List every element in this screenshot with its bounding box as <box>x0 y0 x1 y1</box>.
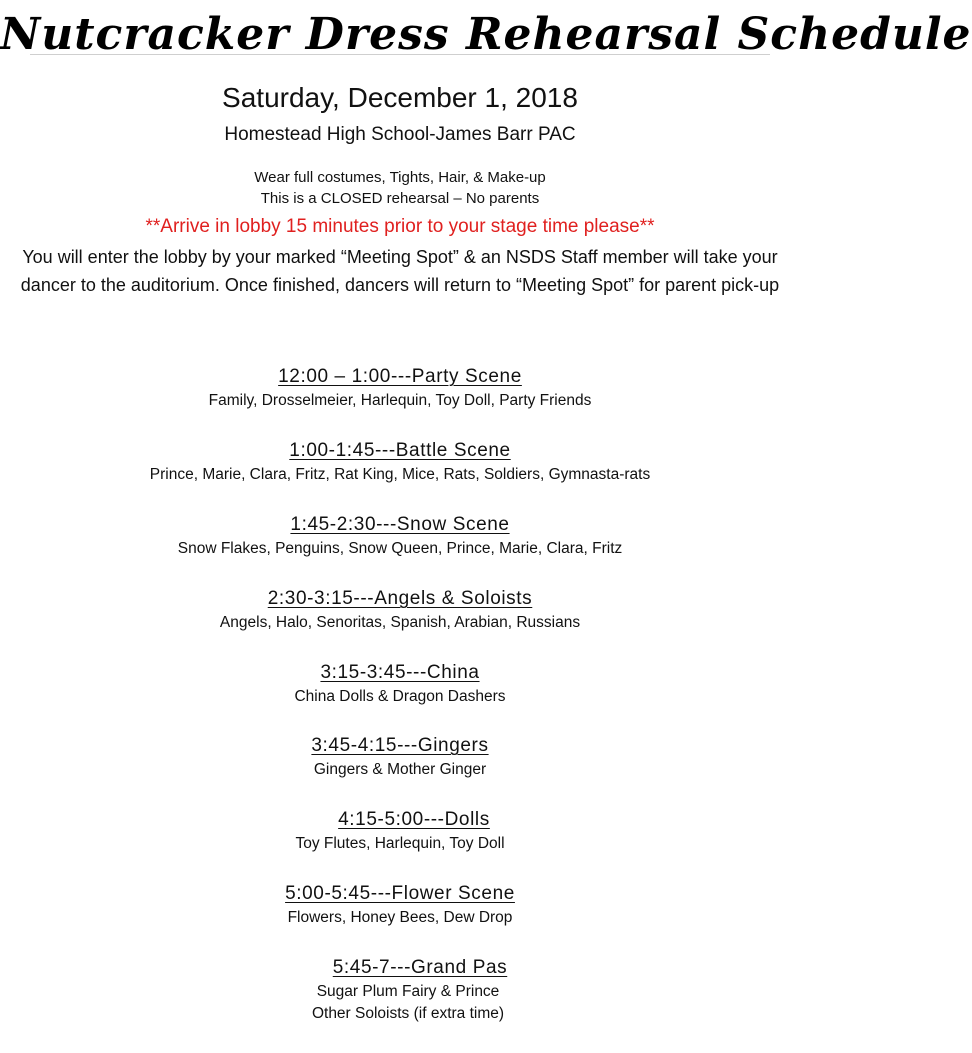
schedule-block-flower-scene <box>0 881 800 929</box>
schedule-block-heading: 5:45-7---Grand Pas <box>332 957 508 978</box>
schedule-block-detail: Other Soloists (if extra time) <box>311 1005 505 1022</box>
schedule-block-detail: China Dolls & Dragon Dashers <box>294 688 506 705</box>
closed-rehearsal-note: This is a CLOSED rehearsal – No parents <box>260 190 540 207</box>
schedule-block-detail: Snow Flakes, Penguins, Snow Queen, Prince, Marie, Clara, Fritz <box>177 540 623 557</box>
schedule-block-angels-soloists <box>0 586 800 634</box>
schedule-block-china <box>0 660 800 708</box>
schedule-block-heading: 4:15-5:00---Dolls <box>338 809 490 830</box>
arrival-notice: **Arrive in lobby 15 minutes prior to your stage time please** <box>145 216 655 237</box>
schedule-block-grand-pas <box>20 955 820 1025</box>
schedule-block-detail: Angels, Halo, Senoritas, Spanish, Arabian, Russians <box>219 614 581 631</box>
schedule-block-heading: 12:00 – 1:00---Party Scene <box>278 366 522 387</box>
rehearsal-date: Saturday, December 1, 2018 <box>222 82 578 113</box>
schedule-block-heading: 5:00-5:45---Flower Scene <box>285 883 515 904</box>
schedule-block-detail: Gingers & Mother Ginger <box>313 761 487 778</box>
schedule-block-heading: 3:15-3:45---China <box>320 662 480 683</box>
schedule-block-heading: 3:45-4:15---Gingers <box>311 735 489 756</box>
schedule-block-gingers <box>0 733 800 781</box>
title-divider <box>30 54 770 55</box>
schedule-block-snow-scene <box>0 512 800 560</box>
schedule-block-detail: Toy Flutes, Harlequin, Toy Doll <box>295 835 505 852</box>
schedule-block-detail: Family, Drosselmeier, Harlequin, Toy Doll, Party Friends <box>208 392 592 409</box>
document-title: Nutcracker Dress Rehearsal Schedule <box>0 9 972 60</box>
pickup-instructions: You will enter the lobby by your marked “Meeting Spot” & an NSDS Staff member will take your dancer to the auditorium. Once finished, dancers will return to “Meeting Spot” for parent pick-up <box>20 247 780 295</box>
schedule-block-battle-scene <box>0 438 800 486</box>
schedule-block-heading: 2:30-3:15---Angels & Soloists <box>267 588 533 609</box>
schedule-block-detail: Flowers, Honey Bees, Dew Drop <box>287 909 513 926</box>
schedule-block-heading: 1:45-2:30---Snow Scene <box>290 514 510 535</box>
costume-note: Wear full costumes, Tights, Hair, & Make-up <box>254 169 546 186</box>
rehearsal-venue: Homestead High School-James Barr PAC <box>224 124 576 145</box>
schedule-block-detail: Prince, Marie, Clara, Fritz, Rat King, Mice, Rats, Soldiers, Gymnasta-rats <box>149 466 651 483</box>
schedule-block-detail: Sugar Plum Fairy & Prince <box>316 983 500 1000</box>
schedule-block-dolls <box>14 807 814 855</box>
schedule-block-heading: 1:00-1:45---Battle Scene <box>289 440 511 461</box>
schedule-block-party-scene <box>0 364 800 412</box>
